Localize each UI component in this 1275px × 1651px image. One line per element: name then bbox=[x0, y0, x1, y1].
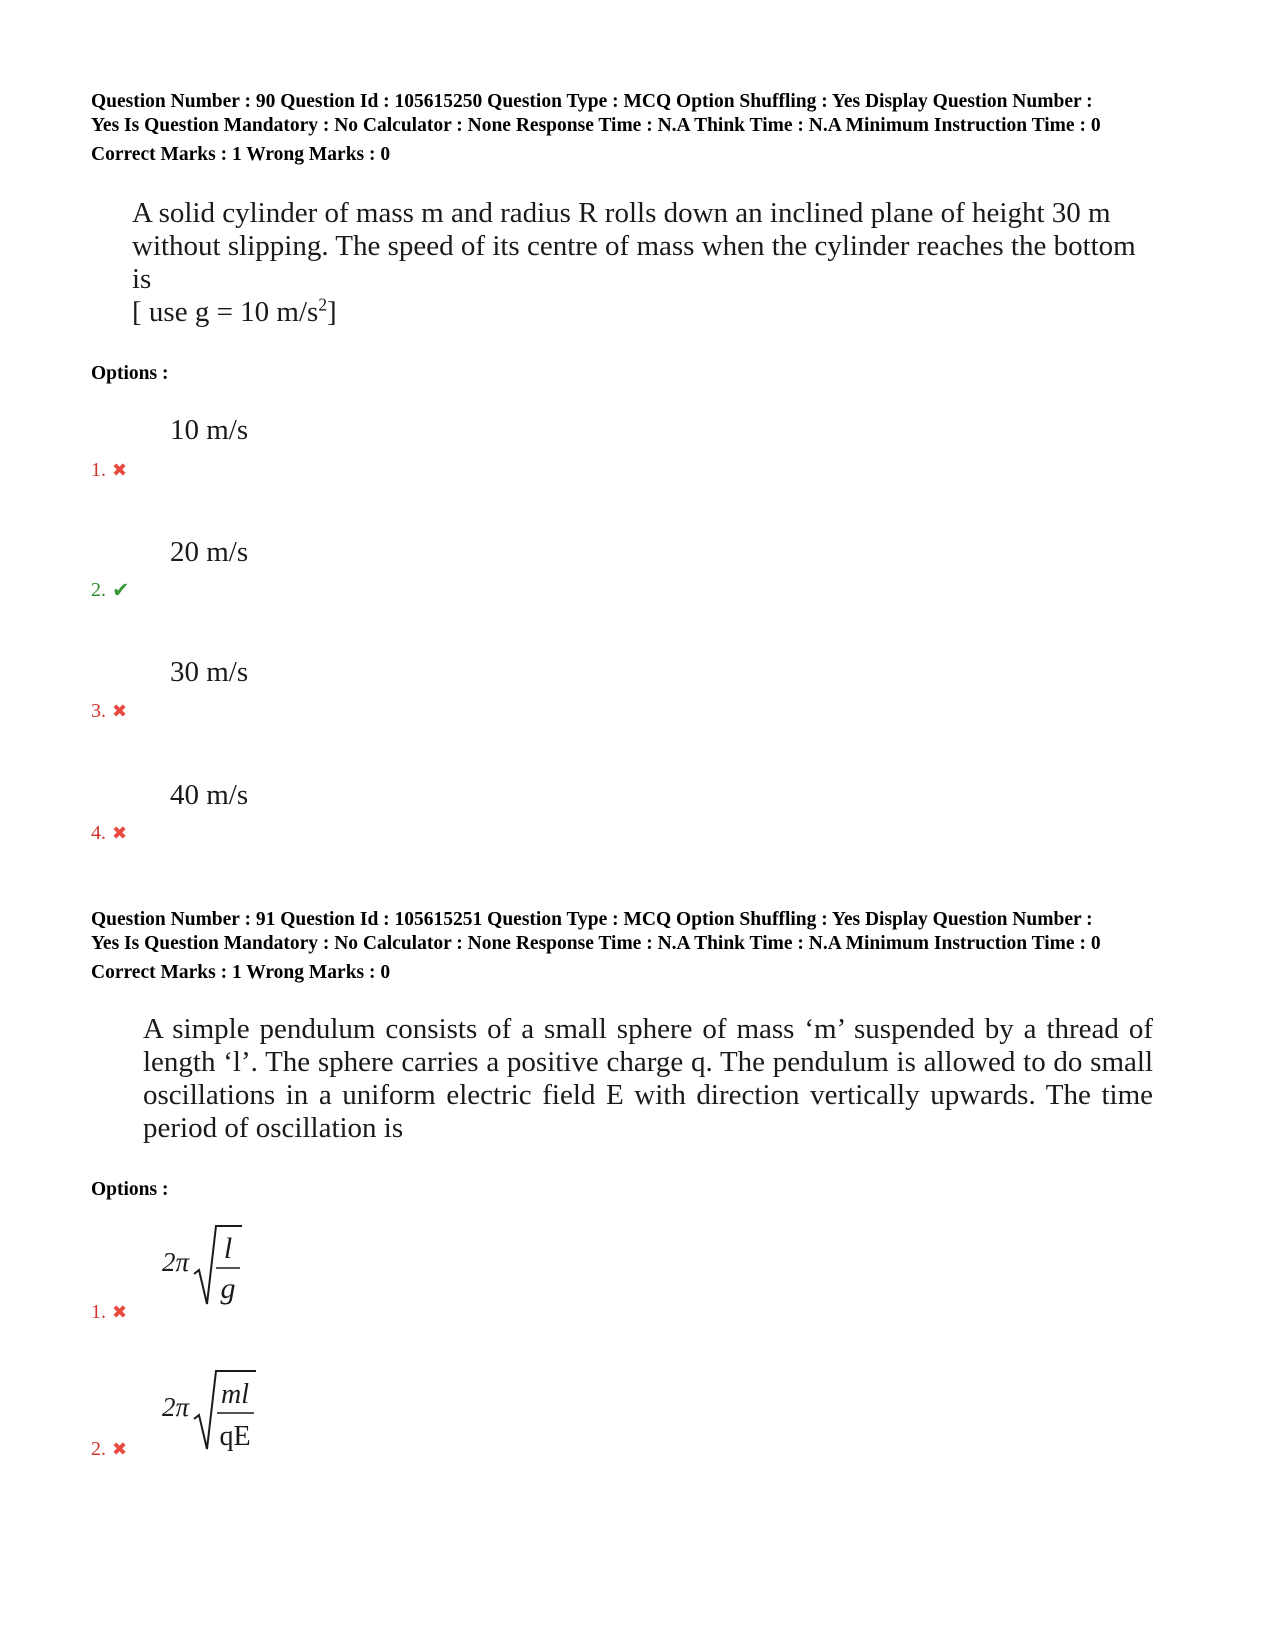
cross-icon: ✖ bbox=[112, 823, 128, 843]
option-number: 1. bbox=[91, 1301, 106, 1323]
option-2-formula bbox=[160, 1365, 280, 1465]
question-91-text bbox=[143, 1013, 1153, 1145]
question-text-line: is bbox=[132, 263, 152, 295]
option-number: 1. bbox=[91, 459, 106, 481]
cross-icon: ✖ bbox=[112, 1439, 128, 1459]
question-text-line: A simple pendulum consists of a small sphere of mass ‘m’ suspended by a thread of bbox=[143, 1013, 1153, 1045]
formula-denominator: g bbox=[220, 1272, 236, 1305]
option-number: 2. bbox=[91, 1438, 106, 1460]
gravity-hint-prefix: [ use g = 10 m/s bbox=[132, 296, 319, 328]
gravity-hint-suffix: ] bbox=[327, 296, 337, 328]
question-text-line: period of oscillation is bbox=[143, 1112, 404, 1144]
question-90-marks: Correct Marks : 1 Wrong Marks : 0 bbox=[91, 144, 391, 165]
sqrt-formula bbox=[160, 1365, 280, 1460]
option-2-marker bbox=[91, 1437, 127, 1461]
question-text-line: length ‘l’. The sphere carries a positive charge q. The pendulum is allowed to do small bbox=[143, 1046, 1153, 1078]
formula-numerator: ml bbox=[221, 1379, 249, 1410]
option-2-marker bbox=[91, 578, 130, 602]
option-number: 4. bbox=[91, 822, 106, 844]
option-1-marker bbox=[91, 458, 127, 482]
option-1-marker bbox=[91, 1300, 127, 1324]
options-label: Options : bbox=[91, 363, 169, 384]
metadata-line: Question Number : 90 Question Id : 105615250 Question Type : MCQ Option Shuffling : Yes Display Question Number : bbox=[91, 91, 1093, 112]
question-91-marks: Correct Marks : 1 Wrong Marks : 0 bbox=[91, 962, 391, 983]
option-number: 3. bbox=[91, 700, 106, 722]
metadata-line: Question Number : 91 Question Id : 105615251 Question Type : MCQ Option Shuffling : Yes Display Question Number : bbox=[91, 909, 1093, 930]
question-text-line: oscillations in a uniform electric field E with direction vertically upwards. The time bbox=[143, 1079, 1153, 1111]
options-label: Options : bbox=[91, 1179, 169, 1200]
option-1-formula bbox=[160, 1220, 270, 1320]
formula-coefficient: 2π bbox=[162, 1247, 190, 1277]
option-4-text: 40 m/s bbox=[170, 779, 249, 811]
question-90-metadata bbox=[91, 90, 1201, 138]
formula-numerator: l bbox=[223, 1232, 233, 1265]
cross-icon: ✖ bbox=[112, 1302, 128, 1322]
question-text-line: without slipping. The speed of its centre of mass when the cylinder reaches the bottom bbox=[132, 230, 1136, 262]
cross-icon: ✖ bbox=[112, 460, 128, 480]
option-4-marker bbox=[91, 821, 127, 845]
metadata-line: Yes Is Question Mandatory : No Calculator : None Response Time : N.A Think Time : N.A Minimum Instruction Time : 0 bbox=[91, 115, 1101, 136]
option-2-text: 20 m/s bbox=[170, 536, 249, 568]
formula-coefficient: 2π bbox=[162, 1392, 190, 1422]
question-91-metadata bbox=[91, 908, 1201, 956]
check-icon: ✔ bbox=[112, 578, 130, 602]
exponent: 2 bbox=[318, 294, 328, 315]
question-text-line: A solid cylinder of mass m and radius R rolls down an inclined plane of height 30 m bbox=[132, 197, 1111, 229]
sqrt-formula bbox=[160, 1220, 270, 1315]
cross-icon: ✖ bbox=[112, 701, 128, 721]
option-number: 2. bbox=[91, 579, 106, 601]
formula-denominator: qE bbox=[219, 1421, 251, 1452]
option-1-text: 10 m/s bbox=[170, 414, 249, 446]
question-text-line bbox=[132, 296, 1162, 329]
question-90-text bbox=[132, 197, 1162, 329]
option-3-marker bbox=[91, 699, 127, 723]
option-3-text: 30 m/s bbox=[170, 656, 249, 688]
metadata-line: Yes Is Question Mandatory : No Calculator : None Response Time : N.A Think Time : N.A Minimum Instruction Time : 0 bbox=[91, 933, 1101, 954]
